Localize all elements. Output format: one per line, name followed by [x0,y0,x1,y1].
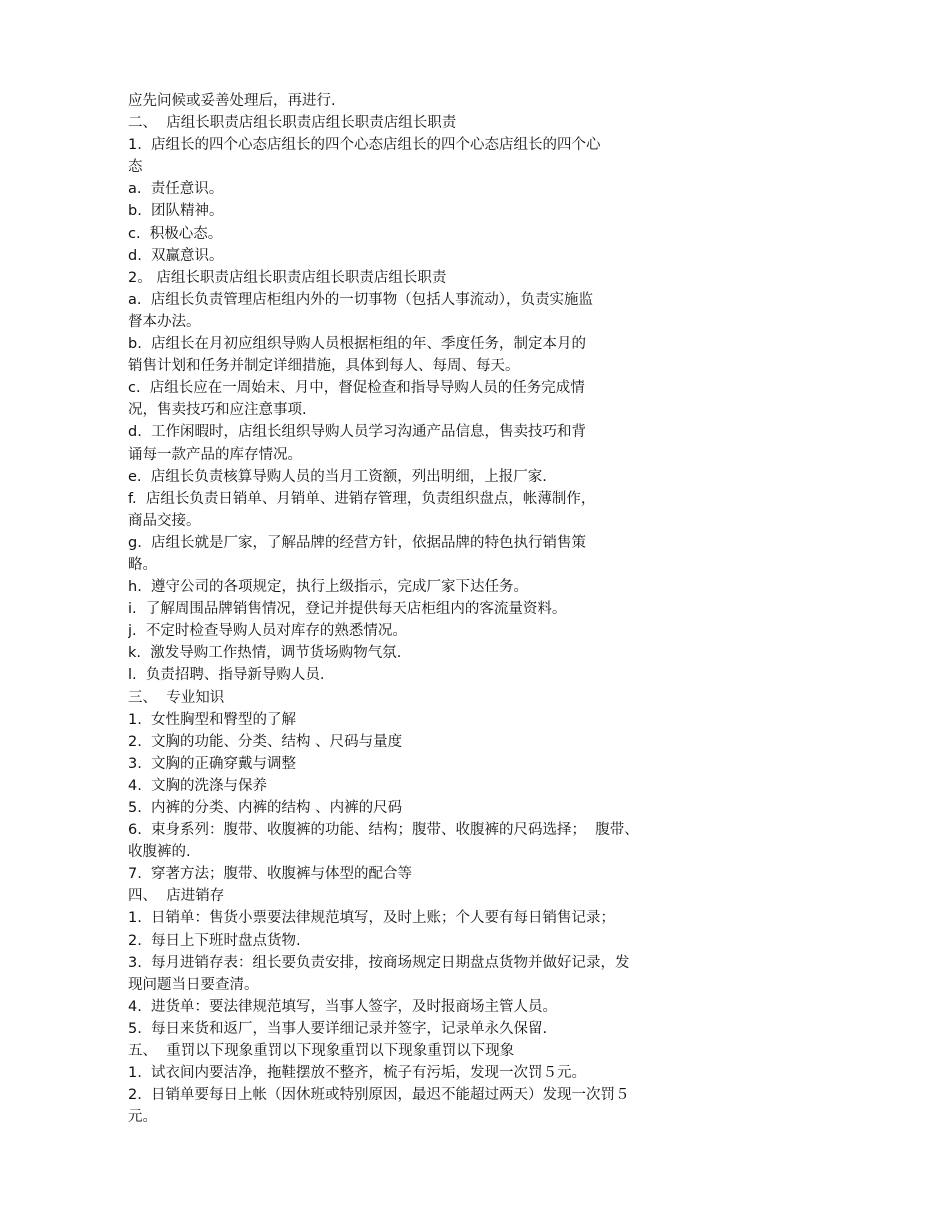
list-item: e. 店组长负责核算导购人员的当月工资额，列出明细，上报厂家. [128,468,547,485]
list-item: 2. 日销单要每日上帐（因休班或特别原因，最迟不能超过两天）发现一次罚５ [128,1087,630,1104]
text-line: 应先问候或妥善处理后，再进行. [128,93,336,109]
text-line: 2。 店组长职责店组长职责店组长职责店组长职责 [128,269,447,286]
list-item: 2. 文胸的功能、分类、结构 、尺码与量度 [128,733,403,750]
list-item: j. 不定时检查导购人员对库存的熟悉情况。 [128,623,407,640]
list-item: h. 遵守公司的各项规定，执行上级指示，完成厂家下达任务。 [128,579,529,596]
text-line: 态 [128,159,143,176]
text-line: 商品交接。 [128,512,201,529]
list-item: 1. 日销单：售货小票要法律规范填写，及时上账；个人要有每日销售记录； [128,910,616,927]
list-item: 2. 每日上下班时盘点货物. [128,932,301,949]
list-item: c. 积极心态。 [128,225,223,242]
list-item: 4. 进货单：要法律规范填写，当事人签字，及时报商场主管人员。 [128,998,558,1015]
list-item: a. 店组长负责管理店柜组内外的一切事物（包括人事流动），负责实施监 [128,291,593,308]
list-item: 1. 试衣间内要洁净，拖鞋摆放不整齐，梳子有污垢，发现一次罚５元。 [128,1065,587,1082]
list-item: f. 店组长负责日销单、月销单、进销存管理，负责组织盘点，帐薄制作， [128,490,596,507]
list-item: a. 责任意识。 [128,181,224,198]
section-heading: 四、 店进销存 [128,888,225,905]
text-line: 诵每一款产品的库存情况。 [128,446,302,463]
list-item: b. 团队精神。 [128,203,224,220]
text-line: 督本办法。 [128,313,201,330]
list-item: 1. 女性胸型和臀型的了解 [128,711,297,728]
text-line: 1. 店组长的四个心态店组长的四个心态店组长的四个心态店组长的四个心 [128,137,601,154]
text-line: 略。 [128,556,157,573]
section-heading: 二、 店组长职责店组长职责店组长职责店组长职责 [128,115,457,132]
list-item: g. 店组长就是厂家，了解品牌的经营方针，依据品牌的特色执行销售策 [128,534,587,551]
text-line: 收腹裤的. [128,844,191,861]
list-item: d. 双赢意识。 [128,247,224,264]
list-item: 6. 束身系列：腹带、收腹裤的功能、结构；腹带、收腹裤的尺码选择； 腹带、 [128,822,639,839]
list-item: 5. 每日来货和返厂，当事人要详细记录并签字，记录单永久保留. [128,1020,548,1037]
list-item: c. 店组长应在一周始末、月中，督促检查和指导导购人员的任务完成情 [128,380,585,397]
list-item: 7. 穿著方法；腹带、收腹裤与体型的配合等 [128,866,413,883]
section-heading: 三、 专业知识 [128,689,225,706]
text-line: 况，售卖技巧和应注意事项. [128,402,307,419]
list-item: l. 负责招聘、指导新导购人员. [128,667,325,684]
list-item: 4. 文胸的洗涤与保养 [128,777,268,794]
list-item: 3. 文胸的正确穿戴与调整 [128,755,297,772]
section-heading: 五、 重罚以下现象重罚以下现象重罚以下现象重罚以下现象 [128,1043,515,1060]
list-item: d. 工作闲暇时，店组长组织导购人员学习沟通产品信息，售卖技巧和背 [128,424,587,441]
text-line: 销售计划和任务并制定详细措施，具体到每人、每周、每天。 [128,358,520,375]
text-line: 元。 [128,1109,157,1126]
list-item: k. 激发导购工作热情，调节货场购物气氛. [128,645,402,662]
list-item: 5. 内裤的分类、内裤的结构 、内裤的尺码 [128,800,403,816]
list-item: 3. 每月进销存表：组长要负责安排，按商场规定日期盘点货物并做好记录，发 [128,954,630,971]
document-body [128,90,950,1128]
text-line: 现问题当日要查清。 [128,976,259,993]
list-item: i. 了解周围品牌销售情况，登记并提供每天店柜组内的客流量资料。 [128,601,567,618]
list-item: b. 店组长在月初应组织导购人员根据柜组的年、季度任务，制定本月的 [128,336,587,353]
